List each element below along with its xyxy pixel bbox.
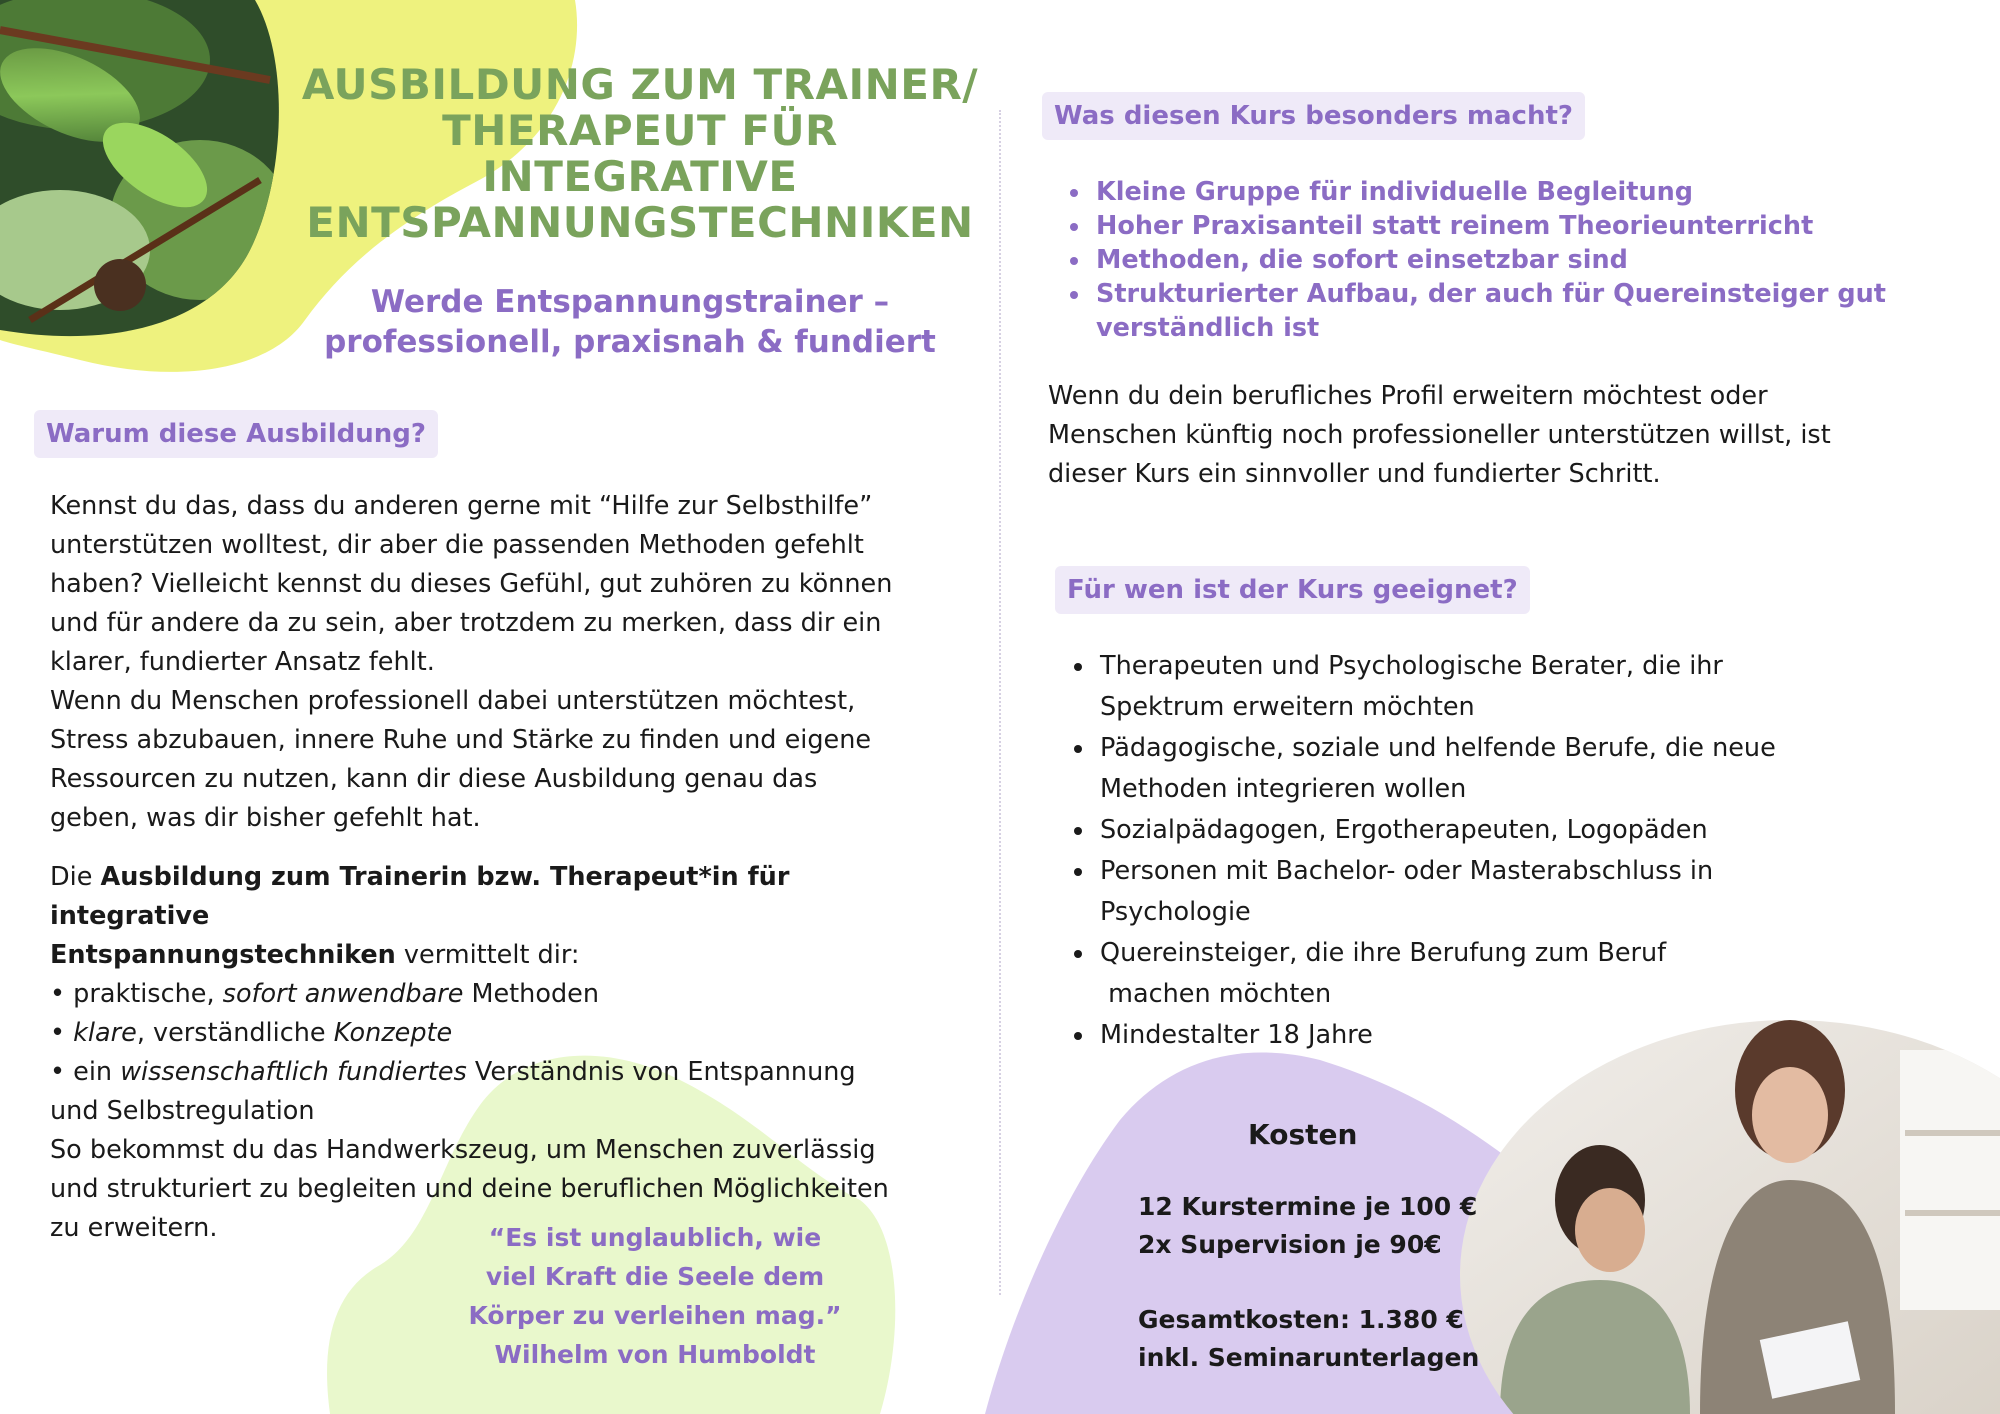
bullet3-em: wissenschaftlich fundiertes: [120, 1057, 467, 1087]
quote-line-3: Körper zu verleihen mag.”: [468, 1301, 842, 1330]
offer-prefix: Die: [50, 862, 101, 892]
offer-bold-1: Ausbildung zum Trainerin bzw. Therapeut*in für integrative: [50, 862, 790, 931]
bullet2-b: , verständliche: [136, 1018, 334, 1048]
summary-line-1: Wenn du dein berufliches Profil erweitern möchtest oder: [1048, 381, 1768, 411]
list-item-line: Methoden integrieren wollen: [1100, 774, 1467, 804]
offer-line-1: [50, 858, 950, 936]
list-item: • Strukturierter Aufbau, der auch für Quereinsteiger gut verständlich ist: [1092, 277, 1952, 345]
offer-bullet-3-cont: und Selbstregulation: [50, 1096, 315, 1126]
audience-list: [1062, 646, 1916, 1056]
cost-details: [1138, 1188, 1498, 1377]
list-item-line: Spektrum erweitern möchten: [1100, 692, 1475, 722]
title-line-3: INTEGRATIVE: [482, 152, 798, 201]
offer-line-2: [50, 936, 950, 975]
cost-total: Gesamtkosten: 1.380 €: [1138, 1305, 1464, 1334]
intro-line-4: und für andere da zu sein, aber trotzdem zu merken, dass dir ein: [50, 608, 882, 638]
bullet3-b: Verständnis von Entspannung: [466, 1057, 856, 1087]
offer-suffix: vermittelt dir:: [395, 940, 580, 970]
section-tag-special: Was diesen Kurs besonders macht?: [1042, 92, 1585, 140]
summary-line-3: dieser Kurs ein sinnvoller und fundierter Schritt.: [1048, 459, 1661, 489]
list-item: [1096, 810, 1916, 851]
bullet1-a: • praktische,: [50, 979, 223, 1009]
page-subtitle: [290, 282, 970, 362]
section-tag-audience: Für wen ist der Kurs geeignet?: [1055, 566, 1530, 614]
outro-line-2: und strukturiert zu begleiten und deine beruflichen Möglichkeiten: [50, 1174, 889, 1204]
subtitle-line-2: professionell, praxisnah & fundiert: [324, 324, 936, 360]
title-line-2: THERAPEUT FÜR: [442, 106, 838, 155]
humboldt-quote: [440, 1218, 870, 1374]
list-item-line: • Mindestalter 18 Jahre: [1100, 1020, 1373, 1050]
section-tag-why: Warum diese Ausbildung?: [34, 410, 438, 458]
intro-line-7: Stress abzubauen, innere Ruhe und Stärke zu finden und eigene: [50, 725, 872, 755]
bullet1-em: sofort anwendbare: [222, 979, 464, 1009]
list-item: [1096, 933, 1916, 1015]
summary-line-2: Menschen künftig noch professioneller unterstützen willst, ist: [1048, 420, 1831, 450]
list-item-line: • Therapeuten und Psychologische Berater, die ihr: [1100, 651, 1723, 681]
cost-title: Kosten: [1248, 1118, 1358, 1151]
list-item: • Hoher Praxisanteil statt reinem Theorieunterricht: [1092, 209, 1952, 243]
list-item-line: • Personen mit Bachelor- oder Masterabschluss in: [1100, 856, 1714, 886]
offer-bold-2: Entspannungstechniken: [50, 940, 396, 970]
offer-bullet-2: [50, 1014, 950, 1053]
offer-bullet-3: [50, 1053, 950, 1092]
intro-line-2: unterstützen wolltest, dir aber die passenden Methoden gefehlt: [50, 530, 864, 560]
title-line-1: AUSBILDUNG ZUM TRAINER/: [301, 60, 979, 109]
offer-bullet-1: [50, 975, 950, 1014]
cost-includes: inkl. Seminarunterlagen: [1138, 1343, 1480, 1372]
cost-gap: [1138, 1264, 1498, 1301]
column-divider: [999, 110, 1001, 1295]
special-features-list: [1060, 175, 1952, 345]
bullet2-em1: klare: [73, 1018, 137, 1048]
intro-line-6: Wenn du Menschen professionell dabei unterstützen möchtest,: [50, 686, 856, 716]
intro-line-8: Ressourcen zu nutzen, kann dir diese Ausbildung genau das: [50, 764, 818, 794]
list-item: [1096, 851, 1916, 933]
intro-line-9: geben, was dir bisher gefehlt hat.: [50, 803, 481, 833]
list-item: • Kleine Gruppe für individuelle Begleitung: [1092, 175, 1952, 209]
quote-line-1: “Es ist unglaublich, wie: [488, 1223, 822, 1252]
subtitle-line-1: Werde Entspannungstrainer –: [370, 284, 890, 320]
quote-author: Wilhelm von Humboldt: [494, 1340, 816, 1369]
left-body-text: [50, 487, 950, 1248]
cost-line-1: 12 Kurstermine je 100 €: [1138, 1192, 1478, 1221]
outro-line-1: So bekommst du das Handwerkszeug, um Menschen zuverlässig: [50, 1135, 876, 1165]
list-item-line: machen möchten: [1100, 979, 1332, 1009]
list-item: [1096, 646, 1916, 728]
list-item: [1096, 1015, 1916, 1056]
list-item-line: • Pädagogische, soziale und helfende Berufe, die neue: [1100, 733, 1776, 763]
intro-line-1: Kennst du das, dass du anderen gerne mit “Hilfe zur Selbsthilfe”: [50, 491, 873, 521]
page-title: [300, 62, 980, 246]
list-item: [1096, 728, 1916, 810]
counseling-session-photo: [1460, 1020, 2000, 1414]
outro-line-3: zu erweitern.: [50, 1213, 218, 1243]
list-item-line: • Sozialpädagogen, Ergotherapeuten, Logopäden: [1100, 815, 1708, 845]
intro-line-5: klarer, fundierter Ansatz fehlt.: [50, 647, 435, 677]
list-item-line: • Quereinsteiger, die ihre Berufung zum Beruf: [1100, 938, 1667, 968]
cost-line-2: 2x Supervision je 90€: [1138, 1230, 1442, 1259]
paragraph-gap: [50, 838, 950, 858]
title-line-4: ENTSPANNUNGSTECHNIKEN: [306, 198, 974, 247]
bullet3-a: • ein: [50, 1057, 121, 1087]
quote-line-2: viel Kraft die Seele dem: [485, 1262, 825, 1291]
list-item-line: Psychologie: [1100, 897, 1251, 927]
intro-line-3: haben? Vielleicht kennst du dieses Gefühl, gut zuhören zu können: [50, 569, 893, 599]
course-summary-paragraph: [1048, 377, 1908, 494]
bullet2-em2: Konzepte: [333, 1018, 453, 1048]
bullet2-a: •: [50, 1018, 74, 1048]
list-item: • Methoden, die sofort einsetzbar sind: [1092, 243, 1952, 277]
bullet1-b: Methoden: [463, 979, 599, 1009]
